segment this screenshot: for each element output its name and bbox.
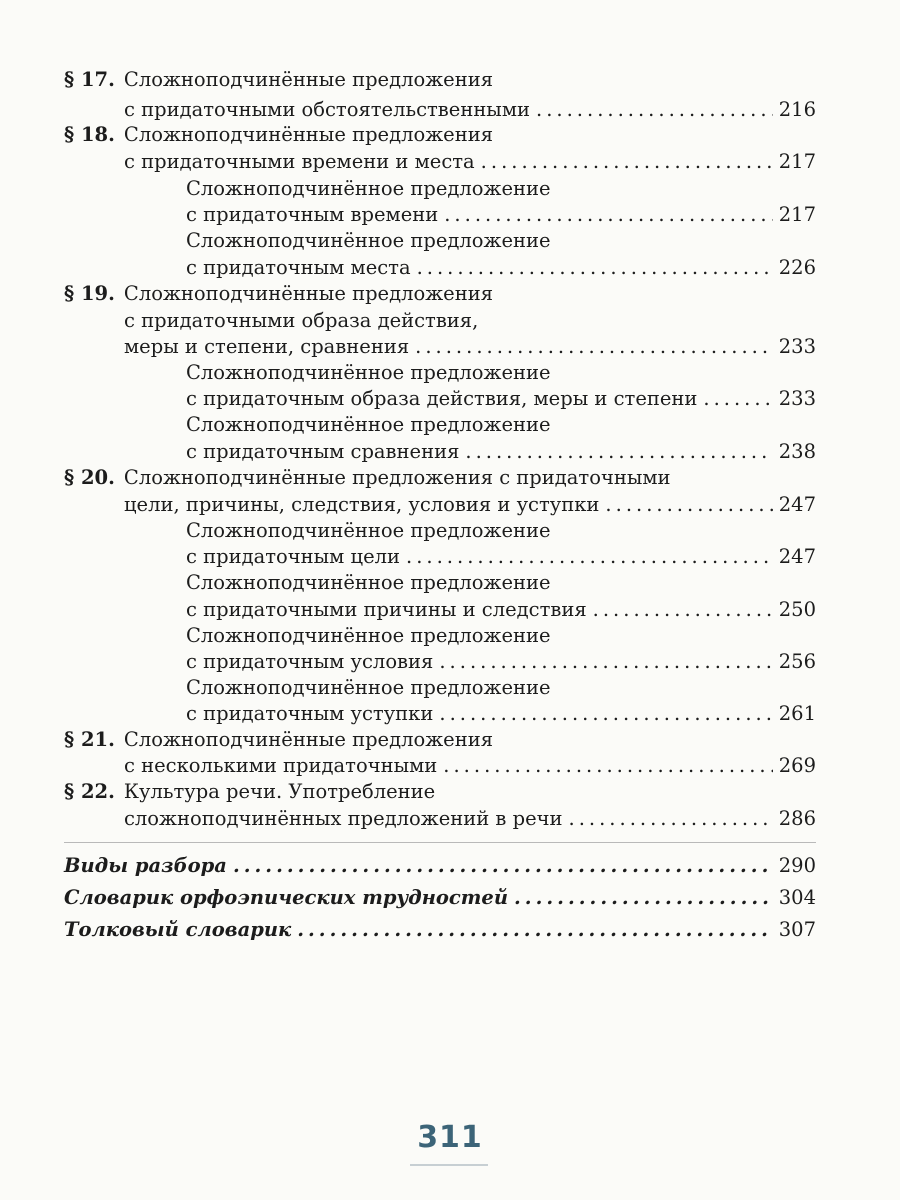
leader-dots	[536, 97, 773, 123]
toc-entry-subtitle: с придаточными причины и следствия	[186, 598, 587, 621]
toc-entry-line2	[186, 649, 816, 675]
page-ref: 226	[778, 256, 816, 279]
section-number: § 19.	[64, 282, 115, 305]
toc-entry-line1	[186, 360, 551, 386]
toc-entry-subtitle: с придаточным условия	[186, 650, 434, 673]
leader-dots	[605, 492, 772, 518]
leader-dots	[406, 544, 773, 570]
leader-dots	[465, 439, 772, 465]
toc-appendix-title: Виды разбора	[64, 854, 227, 877]
toc-entry-title: Сложноподчинённое предложение	[186, 676, 551, 699]
toc-entry-title: Сложноподчинённое предложение	[186, 413, 551, 436]
toc-appendix-item	[64, 885, 816, 911]
toc-entry-title: Сложноподчинённое предложение	[186, 229, 551, 252]
leader-dots	[415, 334, 773, 360]
page-ref: 256	[778, 650, 816, 673]
page-ref: 261	[778, 702, 816, 725]
toc-entry-line1	[64, 67, 493, 93]
leader-dots	[417, 255, 773, 281]
toc-entry-line1	[64, 281, 493, 307]
toc-entry-line2	[124, 753, 816, 779]
page-ref: 286	[778, 807, 816, 830]
page-ref: 250	[778, 598, 816, 621]
toc-entry-line2	[186, 202, 816, 228]
toc-entry-line3	[124, 334, 816, 360]
leader-dots	[569, 806, 773, 832]
page-ref: 247	[778, 545, 816, 568]
toc-entry-title: Сложноподчинённые предложения	[123, 282, 493, 305]
leader-dots	[297, 917, 773, 943]
divider	[64, 842, 816, 843]
toc-entry-title: Сложноподчинённое предложение	[186, 361, 551, 384]
toc-entry-subtitle: с несколькими придаточными	[124, 754, 438, 777]
toc-entry-line2	[186, 701, 816, 727]
toc-entry-line1	[186, 228, 551, 254]
toc-entry-line2	[186, 544, 816, 570]
toc-entry-subtitle: с придаточными обстоятельственными	[124, 98, 530, 121]
leader-dots	[444, 202, 773, 228]
toc-entry-line2	[186, 255, 816, 281]
page-ref: 238	[778, 440, 816, 463]
leader-dots	[703, 386, 772, 412]
toc-appendix-item	[64, 853, 816, 879]
section-number: § 20.	[64, 466, 115, 489]
page-ref: 269	[778, 754, 816, 777]
toc-entry-subtitle: с придаточным времени	[186, 203, 439, 226]
leader-dots	[439, 701, 772, 727]
section-number: § 18.	[64, 123, 115, 146]
toc-entry-line1	[186, 675, 551, 701]
toc-appendix-title: Толковый словарик	[64, 918, 292, 941]
toc-entry-title: Сложноподчинённое предложение	[186, 519, 551, 542]
toc-entry-line1	[64, 465, 671, 491]
toc-entry-subtitle: с придаточным места	[186, 256, 411, 279]
toc-entry-line1	[186, 570, 551, 596]
page-ref: 233	[778, 335, 816, 358]
toc-entry-line1	[64, 779, 435, 805]
toc-entry-line2	[124, 492, 816, 518]
toc-entry-subtitle: с придаточными времени и места	[124, 150, 475, 173]
toc-entry-title: Сложноподчинённые предложения	[123, 728, 493, 751]
toc-entry-line1	[186, 623, 551, 649]
page-number: 311	[417, 1120, 483, 1155]
toc-entry-line1	[64, 122, 493, 148]
page-ref: 233	[778, 387, 816, 410]
toc-entry-title: Культура речи. Употребление	[123, 780, 436, 803]
toc-entry-line2	[186, 386, 816, 412]
leader-dots	[233, 853, 773, 879]
toc-entry-title: Сложноподчинённое предложение	[186, 177, 551, 200]
toc-entry-subtitle: с придаточным сравнения	[186, 440, 460, 463]
toc-entry-subtitle: меры и степени, сравнения	[124, 335, 410, 358]
leader-dots	[593, 597, 773, 623]
toc-entry-line2	[124, 149, 816, 175]
toc-appendix-title: Словарик орфоэпических трудностей	[64, 886, 509, 909]
toc-entry-line2	[124, 806, 816, 832]
section-number: § 22.	[64, 780, 115, 803]
toc-entry-subtitle: с придаточным уступки	[186, 702, 434, 725]
section-number: § 21.	[64, 728, 115, 751]
page-number-rule	[410, 1164, 488, 1166]
page-ref: 217	[778, 203, 816, 226]
toc-entry-subtitle: с придаточным образа действия, меры и степени	[186, 387, 698, 410]
toc-entry-line2	[124, 97, 816, 123]
toc-entry-title: Сложноподчинённые предложения	[123, 123, 493, 146]
toc-entry-subtitle: цели, причины, следствия, условия и уступки	[124, 493, 600, 516]
toc-entry-subtitle: сложноподчинённых предложений в речи	[124, 807, 563, 830]
page-ref: 247	[778, 493, 816, 516]
leader-dots	[481, 149, 773, 175]
leader-dots	[514, 885, 773, 911]
toc-entry-line1	[186, 176, 551, 202]
leader-dots	[439, 649, 772, 675]
toc-entry-title: Сложноподчинённое предложение	[186, 624, 551, 647]
toc-appendix-item	[64, 917, 816, 943]
page-ref: 307	[778, 918, 816, 941]
toc-entry-title: Сложноподчинённое предложение	[186, 571, 551, 594]
section-number: § 17.	[64, 68, 115, 91]
toc-entry-line2	[186, 597, 816, 623]
toc-entry-line2	[186, 439, 816, 465]
page-ref: 290	[778, 854, 816, 877]
page-ref: 217	[778, 150, 816, 173]
toc-entry-subtitle: с придаточным цели	[186, 545, 400, 568]
toc-entry-line1	[64, 727, 493, 753]
page-ref: 216	[778, 98, 816, 121]
toc-entry-line1	[186, 412, 551, 438]
toc-entry-title: Сложноподчинённые предложения с придаточными	[123, 466, 671, 489]
leader-dots	[443, 753, 772, 779]
toc-entry-line1	[186, 518, 551, 544]
toc-entry-title: Сложноподчинённые предложения	[123, 68, 493, 91]
toc-entry-subtitle: с придаточными образа действия,	[124, 309, 479, 332]
page-ref: 304	[778, 886, 816, 909]
toc-entry-line2	[124, 308, 478, 334]
